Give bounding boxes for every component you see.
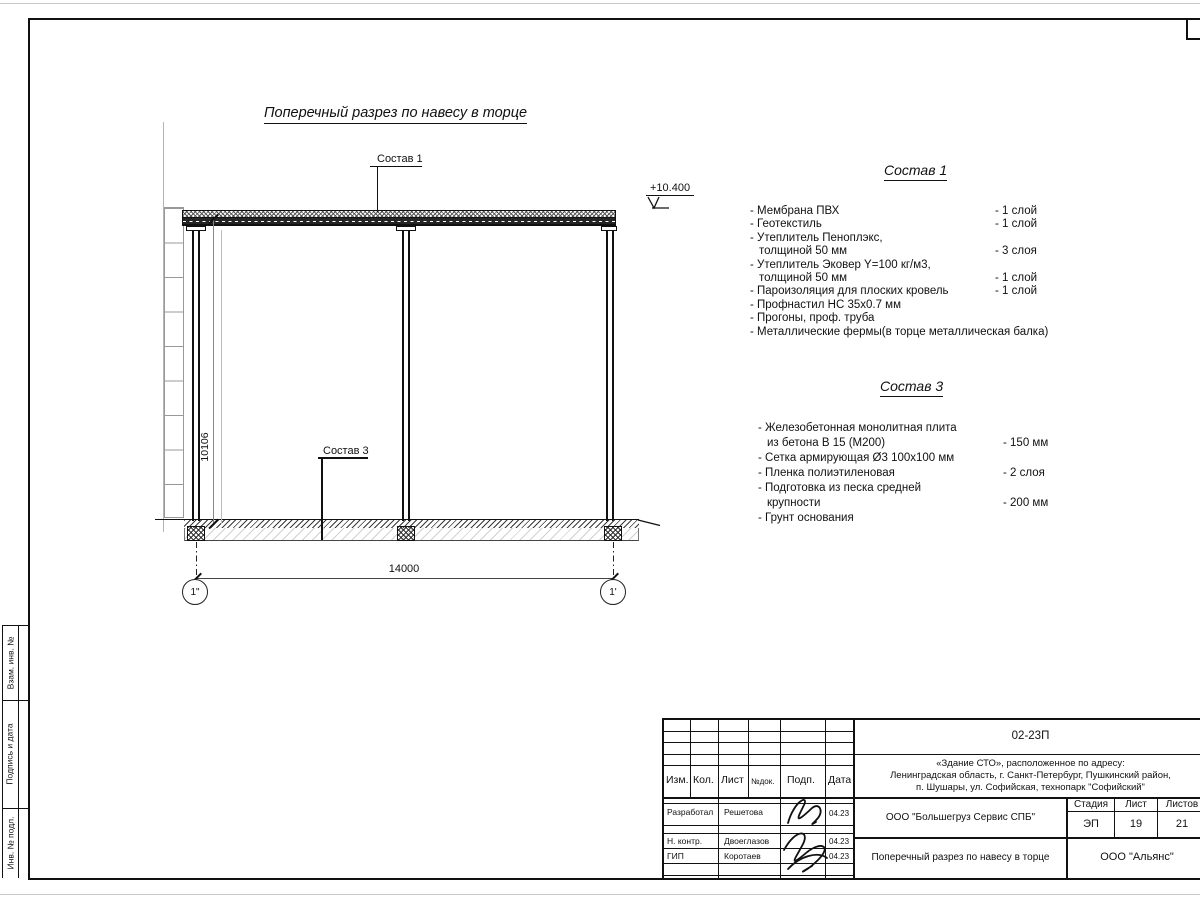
spec-row: - Профнастил НС 35х0.7 мм xyxy=(750,298,901,311)
elevation-underline xyxy=(646,195,694,196)
tb-hline xyxy=(855,837,1200,839)
tb-sheet-title: Поперечный разрез по навесу в торце xyxy=(871,852,1050,863)
spec-row: - Железобетонная монолитная плита xyxy=(758,422,957,434)
tb-address-line1: «Здание СТО», расположенное по адресу: xyxy=(936,758,1125,769)
frame-left xyxy=(28,18,30,880)
tb-col-list: Лист xyxy=(721,774,744,786)
tb-hline xyxy=(664,833,855,834)
tb-hline xyxy=(664,803,855,804)
tb-address-line3: п. Шушары, ул. Софийская, технопарк "Софийский" xyxy=(916,782,1145,793)
tb-hline xyxy=(664,863,855,864)
foundation-block-middle xyxy=(397,526,415,541)
foundation-block-right xyxy=(604,526,622,541)
tb-address-line2: Ленинградская область, г. Санкт-Петербург, Пушкинский район, xyxy=(890,770,1171,781)
adjacent-wall-panels xyxy=(164,207,184,518)
tb-role-razrabotal: Разработал xyxy=(667,807,714,817)
axis-line-left xyxy=(196,542,197,579)
spec-row: - Сетка армирующая Ø3 100х100 мм xyxy=(758,452,955,464)
spec-row: - Пароизоляция для плоских кровель - 1 слой xyxy=(750,285,1038,298)
column-left xyxy=(192,230,200,521)
sostav3-leader-line xyxy=(321,458,323,540)
view-title: Поперечный разрез по навесу в торце xyxy=(264,105,527,124)
sostav1-leader-label: Состав 1 xyxy=(377,153,423,165)
tb-hline xyxy=(1068,811,1200,812)
sostav3-leader-label: Состав 3 xyxy=(323,445,369,457)
tb-vline xyxy=(780,720,781,878)
tb-name-korotaev: Коротаев xyxy=(724,851,761,861)
tb-date-2: 04.23 xyxy=(829,837,850,846)
page-bottom-edge xyxy=(0,894,1200,895)
tb-name-dvoeglazov: Двоеглазов xyxy=(724,836,770,846)
page-top-edge xyxy=(0,3,1200,4)
spec-row: - Прогоны, проф. труба xyxy=(750,312,875,325)
frame-top xyxy=(28,18,1200,20)
spec-row: - Металлические фермы(в торце металлическая балка) xyxy=(750,325,1049,338)
tb-date-3: 04.23 xyxy=(829,852,850,861)
hdim-value: 14000 xyxy=(388,563,420,575)
elevation-value: +10.400 xyxy=(650,182,691,194)
foundation-block-left xyxy=(187,526,205,541)
ground-line-left-ext xyxy=(155,519,184,520)
strip-label-podp: Подпись и дата xyxy=(5,723,16,785)
spec-row: - Подготовка из песка средней xyxy=(758,482,922,494)
spec-row: крупности - 200 мм xyxy=(767,497,1049,509)
tb-hline xyxy=(664,742,855,743)
column-right xyxy=(606,230,614,521)
sostav3-leader-underline xyxy=(318,457,368,459)
axis-bubble-left xyxy=(182,579,208,605)
tb-contractor: ООО "Большегруз Сервис СПБ" xyxy=(885,812,1036,823)
vdim-extension-line xyxy=(221,230,222,524)
strip-label-inv: Инв. № подл. xyxy=(5,816,16,870)
tb-org: ООО "Альянс" xyxy=(1100,851,1174,863)
tb-vline xyxy=(825,720,826,878)
tb-col-data: Дата xyxy=(828,774,852,786)
spec-row: из бетона В 15 (М200) - 150 мм xyxy=(767,437,1049,449)
spec-row: толщиной 50 мм - 3 слоя xyxy=(759,245,1037,258)
tb-col-doc: №док. xyxy=(751,777,775,786)
tb-sheets-label: Листов xyxy=(1165,799,1199,810)
spec-row: толщиной 50 мм - 1 слой xyxy=(759,271,1038,284)
sostav3-title: Состав 3 xyxy=(880,378,943,397)
spec-row: - Геотекстиль - 1 слой xyxy=(750,218,1038,231)
spec-row: - Пленка полиэтиленовая - 2 слоя xyxy=(758,467,1045,479)
hdim-line xyxy=(196,578,613,579)
axis-bubble-right-label: 1' xyxy=(609,586,617,598)
spec-row: - Утеплитель Эковер Y=100 кг/м3, xyxy=(750,258,931,271)
tb-hline xyxy=(664,765,855,766)
elevation-arrow-icon xyxy=(648,197,669,208)
tb-stage-value: ЭП xyxy=(1083,818,1099,830)
strip-cell-podp xyxy=(2,700,18,808)
spec-row: - Мембрана ПВХ - 1 слой xyxy=(750,205,1038,217)
corner-stamp-box xyxy=(1186,18,1200,40)
tb-doc-number: 02-23П xyxy=(1011,730,1050,742)
tb-hline xyxy=(664,754,1200,755)
roof-profiled-sheet xyxy=(183,218,615,224)
tb-col-kol: Кол. xyxy=(693,774,714,786)
tb-stage-label: Стадия xyxy=(1073,799,1109,810)
strip-cell-inv xyxy=(2,808,18,878)
spec-row: - Грунт основания xyxy=(758,512,854,524)
tb-vline xyxy=(718,720,719,878)
strip-cell-vzam xyxy=(2,625,18,700)
spec-row: - Утеплитель Пеноплэкс, xyxy=(750,231,883,244)
tb-hline xyxy=(664,848,855,849)
tb-col-podp: Подп. xyxy=(787,774,815,786)
column-middle xyxy=(402,230,410,521)
tb-date-1: 04.23 xyxy=(829,809,850,818)
axis-line-right xyxy=(613,542,614,579)
title-block xyxy=(662,718,1200,880)
tb-col-izm: Изм. xyxy=(666,774,689,786)
vdim-value: 10106 xyxy=(199,432,211,462)
sostav3-list xyxy=(758,422,1049,527)
roof-assembly xyxy=(182,210,616,226)
axis-bubble-left-label: 1" xyxy=(190,586,200,598)
tb-sheet-value: 19 xyxy=(1129,818,1143,830)
tb-sheet-label: Лист xyxy=(1125,799,1147,810)
strip-label-vzam: Взам. инв. № xyxy=(5,636,16,689)
ground-slope-line xyxy=(638,520,660,526)
tb-name-reshetova: Решетова xyxy=(724,807,763,817)
sostav1-list xyxy=(750,205,1048,339)
axis-bubble-right xyxy=(600,579,626,605)
tb-sheets-value: 21 xyxy=(1175,818,1189,830)
tb-role-gip: ГИП xyxy=(667,851,684,861)
tb-hline xyxy=(664,825,855,826)
sostav1-leader-line xyxy=(377,167,378,212)
tb-hline xyxy=(664,731,855,732)
sostav1-title: Состав 1 xyxy=(884,162,947,181)
tb-role-nkontr: Н. контр. xyxy=(667,836,703,846)
roof-sheet-dashes xyxy=(183,221,615,223)
strip-divider-line xyxy=(18,625,19,878)
vdim-line xyxy=(213,219,214,524)
tb-hline xyxy=(664,875,855,876)
